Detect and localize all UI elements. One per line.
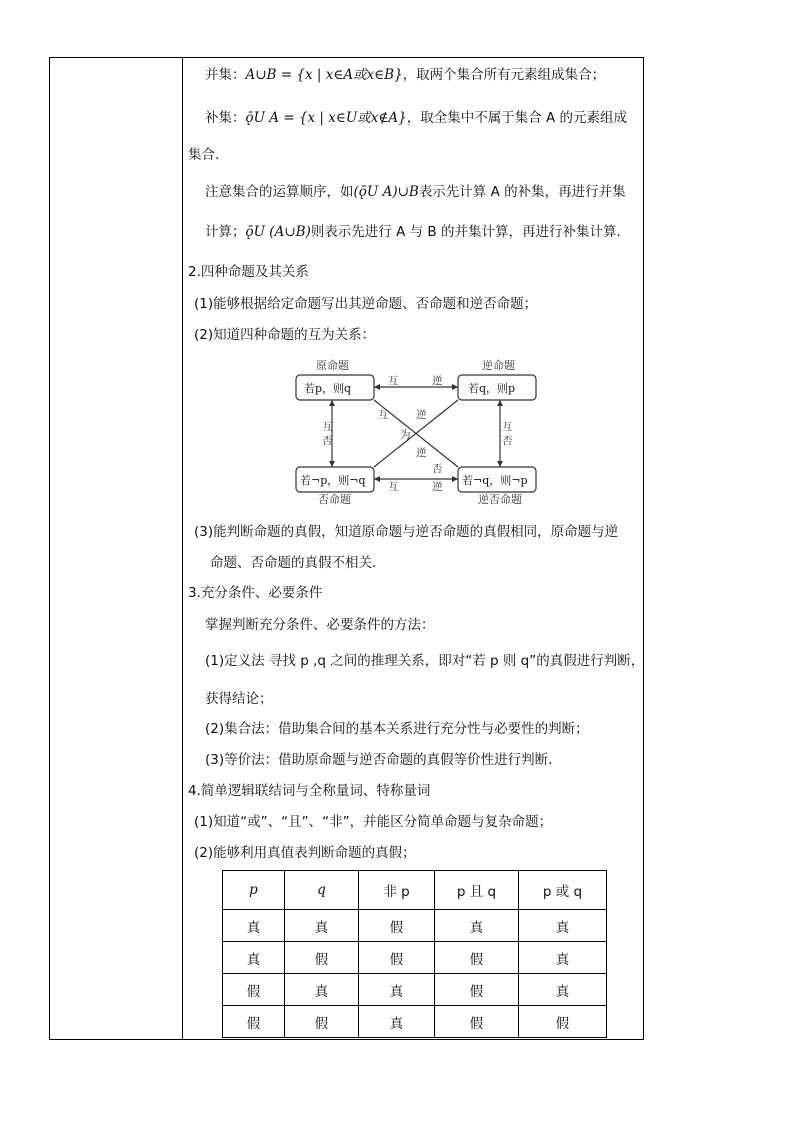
table-cell: 真 bbox=[285, 910, 359, 942]
four-propositions-diagram bbox=[292, 357, 542, 512]
complement-label: 补集： bbox=[205, 110, 246, 126]
order-note-line-2 bbox=[205, 223, 621, 241]
section3-item1a: (1)定义法 寻找 p ,q 之间的推理关系，即对“若 p 则 q”的真假进行判断， bbox=[205, 653, 645, 669]
section3-item2: (2)集合法：借助集合间的基本关系进行充分性与必要性的判断； bbox=[205, 721, 589, 737]
truth-table bbox=[222, 870, 607, 1038]
truth-table-header bbox=[223, 871, 607, 910]
table-cell: 假 bbox=[435, 942, 519, 974]
converse-label: 逆命题 bbox=[482, 359, 515, 372]
section4-title: 4.简单逻辑联结词与全称量词、特称量词 bbox=[188, 783, 431, 799]
inverse-label: 否命题 bbox=[318, 493, 351, 506]
table-cell: 真 bbox=[435, 910, 519, 942]
section3-title: 3.充分条件、必要条件 bbox=[188, 585, 323, 601]
contra-label: 逆否命题 bbox=[478, 493, 522, 506]
section2-title: 2.四种命题及其关系 bbox=[188, 264, 309, 280]
order-note-1c: 表示先计算 A 的补集，再进行并集 bbox=[418, 184, 626, 200]
section3-intro: 掌握判断充分条件、必要条件的方法： bbox=[205, 617, 435, 633]
union-label: 并集： bbox=[205, 67, 246, 83]
table-cell: 真 bbox=[519, 974, 607, 1006]
right-label-1: 互 bbox=[502, 421, 513, 433]
left-label-2: 否 bbox=[322, 435, 333, 447]
union-formula: A∪B = {x | x∈A或x∈B} bbox=[245, 67, 403, 83]
table-cell: 假 bbox=[223, 1006, 285, 1038]
order-note-1b: (ǭU A)∪B bbox=[353, 184, 419, 200]
table-cell: 假 bbox=[359, 910, 435, 942]
table-cell: 假 bbox=[285, 1006, 359, 1038]
complement-desc-2: 集合. bbox=[188, 147, 220, 163]
top-label-2: 逆 bbox=[432, 375, 443, 387]
table-cell: 假 bbox=[519, 1006, 607, 1038]
section4-item2: (2)能够利用真值表判断命题的真假； bbox=[194, 845, 416, 861]
section2-item1: (1)能够根据给定命题写出其逆命题、否命题和逆否命题； bbox=[194, 296, 538, 312]
union-line bbox=[205, 66, 605, 84]
table-cell: 真 bbox=[519, 942, 607, 974]
inverse-box-text: 若¬p，则¬q bbox=[300, 474, 366, 487]
order-note-1a: 注意集合的运算顺序，如 bbox=[205, 184, 354, 200]
original-box-text: 若p，则q bbox=[304, 382, 352, 395]
section2-item2: (2)知道四种命题的互为关系： bbox=[194, 327, 376, 343]
header-p: p bbox=[223, 871, 285, 910]
column-divider bbox=[182, 57, 183, 1040]
union-desc: ，取两个集合所有元素组成集合； bbox=[402, 67, 606, 83]
table-row bbox=[223, 910, 607, 942]
header-p-or-q: p 或 q bbox=[519, 871, 607, 910]
order-note-2b: ǭU (A∪B) bbox=[245, 224, 311, 240]
complement-desc: ，取全集中不属于集合 A 的元素组成 bbox=[406, 110, 628, 126]
table-row bbox=[223, 1006, 607, 1038]
table-cell: 假 bbox=[359, 942, 435, 974]
table-row bbox=[223, 942, 607, 974]
bottom-label-1: 互 bbox=[388, 481, 399, 493]
table-cell: 真 bbox=[223, 910, 285, 942]
header-not-p: 非 p bbox=[359, 871, 435, 910]
table-cell: 真 bbox=[223, 942, 285, 974]
table-cell: 假 bbox=[285, 942, 359, 974]
left-label-1: 互 bbox=[322, 421, 333, 433]
table-row bbox=[223, 974, 607, 1006]
table-cell: 真 bbox=[359, 974, 435, 1006]
section3-item3: (3)等价法：借助原命题与逆否命题的真假等价性进行判断. bbox=[205, 752, 553, 768]
cross-label-3: 为 bbox=[400, 429, 411, 441]
table-cell: 真 bbox=[359, 1006, 435, 1038]
order-note-2c: 则表示先进行 A 与 B 的并集计算，再进行补集计算. bbox=[310, 224, 621, 240]
header-p-and-q: p 且 q bbox=[435, 871, 519, 910]
complement-formula: ǭU A = {x | x∈U或x∉A} bbox=[245, 110, 407, 126]
cross-label-5: 否 bbox=[432, 463, 443, 475]
section2-item3b: 命题、否命题的真假不相关. bbox=[210, 555, 377, 571]
section3-item1b: 获得结论； bbox=[205, 691, 273, 707]
cross-label-1: 互 bbox=[378, 409, 389, 421]
order-note-2a: 计算； bbox=[205, 224, 246, 240]
converse-box-text: 若q，则p bbox=[468, 382, 516, 395]
complement-line bbox=[205, 109, 627, 127]
table-cell: 真 bbox=[519, 910, 607, 942]
bottom-label-2: 逆 bbox=[432, 481, 443, 493]
order-note-line-1 bbox=[205, 183, 626, 201]
top-label-1: 互 bbox=[388, 375, 399, 387]
cross-label-4: 逆 bbox=[416, 447, 427, 459]
right-label-2: 否 bbox=[502, 435, 513, 447]
section4-item1: (1)知道“或”、“且”、“非”，并能区分简单命题与复杂命题； bbox=[194, 814, 553, 830]
contra-box-text: 若¬q，则¬p bbox=[462, 474, 528, 487]
table-cell: 假 bbox=[435, 1006, 519, 1038]
table-cell: 真 bbox=[285, 974, 359, 1006]
table-cell: 假 bbox=[435, 974, 519, 1006]
header-q: q bbox=[285, 871, 359, 910]
cross-label-2: 逆 bbox=[416, 409, 427, 421]
original-label: 原命题 bbox=[316, 359, 349, 372]
section2-item3a: (3)能判断命题的真假，知道原命题与逆否命题的真假相同，原命题与逆 bbox=[194, 524, 619, 540]
table-cell: 假 bbox=[223, 974, 285, 1006]
